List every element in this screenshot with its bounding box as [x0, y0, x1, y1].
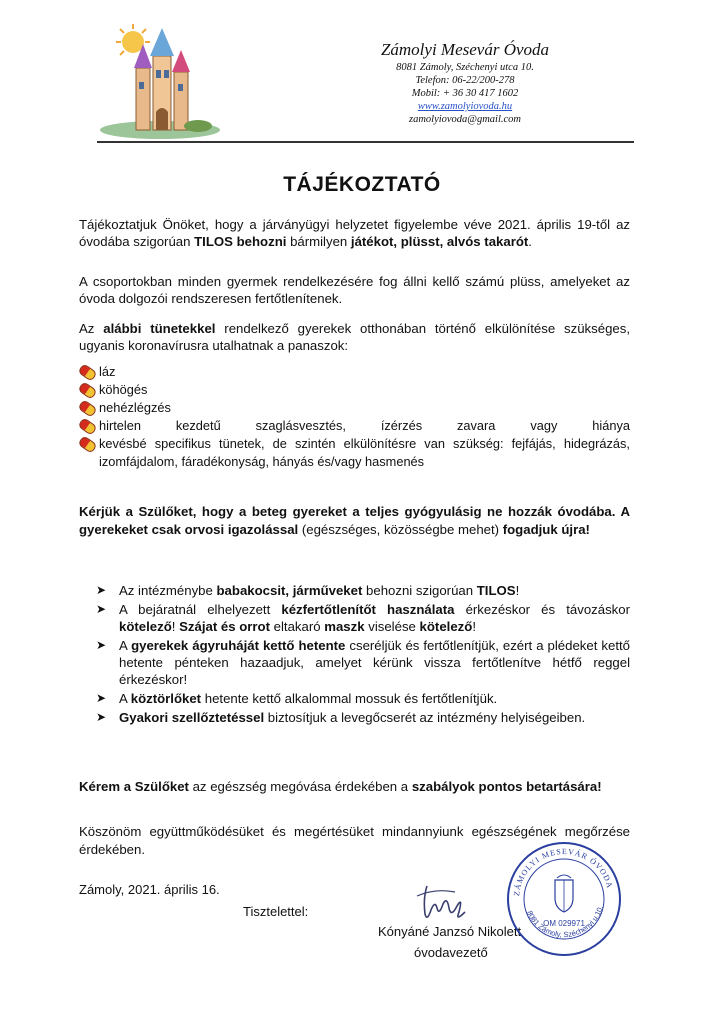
stamp-bottom-text: 8081 Zámoly, Széchenyi u.10. [525, 904, 605, 940]
list-item [79, 363, 630, 381]
signatory-role: óvodavezető [414, 945, 488, 960]
closing-request-paragraph [79, 778, 630, 796]
official-stamp [505, 840, 623, 958]
rule-text: A [119, 691, 131, 706]
rule-text: cseréljük és fertőtlenítjük, ezért a plédeket kettő hetente pénteken hazaadjuk, amelyet kérünk vissza fertőtlenítve hétfő reggel érkezéskor! [119, 638, 630, 687]
kindergarten-castle-logo [98, 20, 228, 142]
request-paragraph [79, 503, 630, 539]
arrow-bullet-icon: ➤ [96, 602, 107, 616]
institution-address: 8081 Zámoly, Széchenyi utca 10. [396, 62, 534, 73]
intro-bold-ban: TILOS behozni [194, 234, 287, 249]
institution-email: zamolyiovoda@gmail.com [408, 114, 522, 125]
regards-text: Tisztelettel: [243, 904, 309, 919]
pill-bullet-icon [77, 363, 97, 382]
rule-text: érkezéskor és távozáskor [454, 602, 630, 617]
symptoms-list [79, 363, 630, 471]
rules-list [96, 582, 630, 728]
list-item [96, 582, 630, 599]
request-bold-2: fogadjuk újra! [502, 522, 590, 537]
intro-period: . [528, 234, 532, 249]
pill-bullet-icon [77, 381, 97, 400]
symptoms-intro-text: Az [79, 321, 104, 336]
symptoms-intro-bold: alábbi tünetekkel [103, 321, 216, 336]
list-item [79, 399, 630, 417]
rule-text: eltakaró [269, 619, 325, 634]
thanks-text: Köszönöm együttműködésüket és megértésüket mindannyiunk egészségének megőrzése érdekében. [79, 824, 630, 857]
handwritten-signature [405, 878, 485, 928]
list-item [79, 417, 630, 435]
rule-bold: babakocsit, járműveket [216, 583, 363, 598]
rule-bold: Szájat és orrot [179, 619, 270, 634]
pill-bullet-icon [77, 435, 97, 454]
rule-text: A bejáratnál elhelyezett [119, 602, 282, 617]
closing-text: az egészség megóvása érdekében a [188, 779, 412, 794]
intro-bold-items: játékot, plüsst, alvós takarót [350, 234, 529, 249]
signatory-name: Kónyáné Janzsó Nikolett [378, 924, 522, 939]
symptom-text: kevésbé specifikus tünetek, de szintén elkülönítésre van szükség: fejfájás, hidegrázás, izomfájdalom, fáradékonyság, hányás és/vagy hasmenés [99, 436, 630, 469]
rule-bold: köztörlőket [130, 691, 202, 706]
pill-bullet-icon [77, 399, 97, 418]
closing-bold-2: szabályok pontos betartására! [411, 779, 602, 794]
place-date: Zámoly, 2021. április 16. [79, 882, 220, 897]
rule-bold: kézfertőtlenítőt használata [281, 602, 455, 617]
rule-bold: Gyakori szellőztetéssel [119, 710, 265, 725]
request-bold: Kérjük a Szülőket, hogy a beteg gyereket a teljes gyógyulásig ne hozzák óvodába. A gyerekeket csak orvosi igazolással [79, 504, 630, 537]
intro-text-2: bármilyen [286, 234, 351, 249]
list-item [79, 381, 630, 399]
symptom-text: köhögés [99, 382, 148, 397]
symptoms-intro-paragraph [79, 320, 630, 354]
arrow-bullet-icon: ➤ [96, 710, 107, 724]
arrow-bullet-icon: ➤ [96, 691, 107, 705]
symptoms-intro-text-2: rendelkező gyerekek otthonában történő elkülönítése szükséges, ugyanis koronavírusra utalhatnak a panaszok: [79, 321, 630, 353]
list-item [96, 601, 630, 635]
pill-bullet-icon [77, 417, 97, 436]
rule-text: behozni szigorúan [362, 583, 477, 598]
request-text: (egészséges, közösségbe mehet) [298, 522, 503, 537]
list-item [79, 435, 630, 471]
rule-text: biztosítjuk a levegőcserét az intézmény helyiségeiben. [264, 710, 586, 725]
rule-bold: TILOS [476, 583, 516, 598]
rule-bold: gyerekek ágyruháját kettő hetente [131, 638, 346, 653]
symptom-text: nehézlégzés [99, 400, 171, 415]
rule-bold: maszk [324, 619, 365, 634]
header-divider [97, 141, 634, 143]
symptom-text: láz [99, 364, 116, 379]
list-item [96, 637, 630, 688]
rule-text: hetente kettő alkalommal mossuk és fertőtlenítjük. [201, 691, 498, 706]
rule-text: viselése [364, 619, 420, 634]
intro-paragraph [79, 216, 630, 250]
rule-text: Az intézménybe [119, 583, 217, 598]
document-title: TÁJÉKOZTATÓ [283, 173, 441, 196]
rule-text: ! [171, 619, 180, 634]
plush-text: A csoportokban minden gyermek rendelkezésére fog állni kellő számú plüss, amelyeket az óvoda dolgozói rendszeresen fertőtlenítenek. [79, 274, 630, 306]
arrow-bullet-icon: ➤ [96, 638, 107, 652]
intro-text: Tájékoztatjuk Önöket, hogy a járványügyi helyzetet figyelembe véve 2021. április 19-től az óvodába szigorúan [79, 217, 630, 249]
symptom-text: hirtelen kezdetű szaglásvesztés, ízérzés zavara vagy hiánya [99, 418, 630, 433]
stamp-om-number: OM 029971 [543, 919, 585, 928]
rule-text: A [119, 638, 132, 653]
plush-paragraph [79, 273, 630, 307]
list-item [96, 690, 630, 707]
institution-phone: Telefon: 06-22/200-278 [415, 75, 515, 86]
letterhead [330, 40, 600, 126]
institution-name: Zámolyi Mesevár Óvoda [380, 40, 550, 59]
rule-text: ! [515, 583, 520, 598]
institution-mobile: Mobil: + 36 30 417 1602 [411, 88, 519, 99]
institution-website-link[interactable]: www.zamolyiovoda.hu [417, 101, 513, 112]
closing-bold: Kérem a Szülőket [79, 779, 189, 794]
stamp-ring-text: ZÁMOLYI MESEVÁR ÓVODA [512, 846, 615, 897]
rule-bold: kötelező [419, 619, 473, 634]
rule-text: ! [472, 619, 476, 634]
list-item [96, 709, 630, 726]
arrow-bullet-icon: ➤ [96, 583, 107, 597]
rule-bold: kötelező [119, 619, 172, 634]
